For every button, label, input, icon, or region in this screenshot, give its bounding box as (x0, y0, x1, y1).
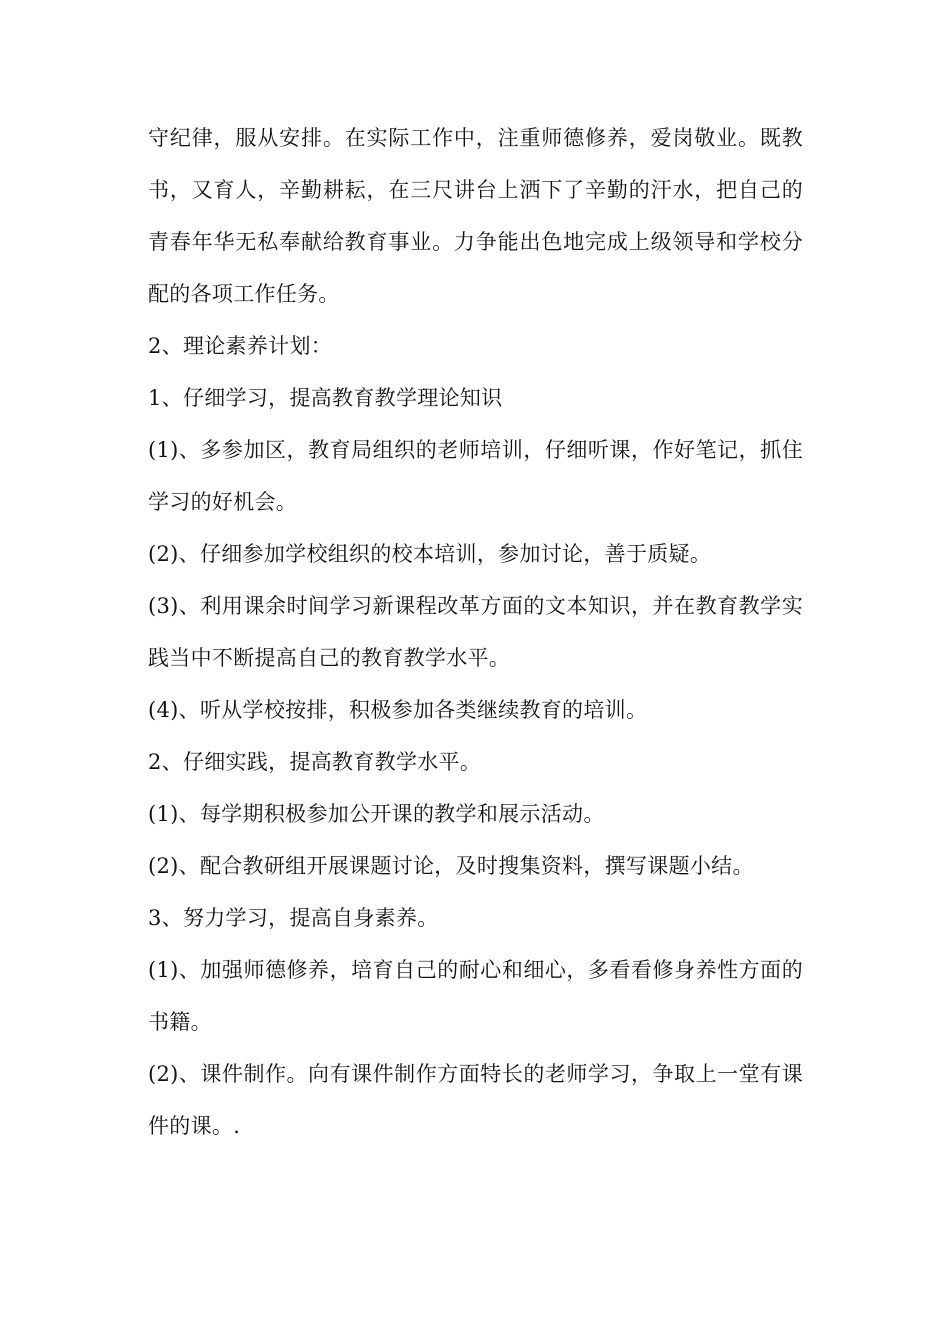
paragraph-intro: 守纪律，服从安排。在实际工作中，注重师德修养，爱岗敬业。既教书，又育人，辛勤耕耘，在三尺讲台上洒下了辛勤的汗水，把自己的青春年华无私奉献给教育事业。力争能出色地完成上级领导和学校分配的各项工作任务。 (148, 126, 803, 306)
list-item: (1)、多参加区，教育局组织的老师培训，仔细听课，作好笔记，抓住学习的好机会。 (148, 438, 803, 514)
item-heading-practice: 2、仔细实践，提高教育教学水平。 (148, 750, 482, 774)
item-heading-study: 1、仔细学习，提高教育教学理论知识 (148, 386, 503, 410)
list-item: (4)、听从学校按排，积极参加各类继续教育的培训。 (148, 698, 648, 722)
document-body (148, 112, 803, 1152)
list-item: (2)、课件制作。向有课件制作方面特长的老师学习，争取上一堂有课件的课。. (148, 1062, 803, 1138)
list-item: (1)、加强师德修养，培育自己的耐心和细心，多看看修身养性方面的书籍。 (148, 958, 803, 1034)
list-item: (3)、利用课余时间学习新课程改革方面的文本知识，并在教育教学实践当中不断提高自己的教育教学水平。 (148, 594, 803, 670)
item-heading-self-improvement: 3、努力学习，提高自身素养。 (148, 906, 439, 930)
list-item: (1)、每学期积极参加公开课的教学和展示活动。 (148, 802, 605, 826)
list-item: (2)、配合教研组开展课题讨论，及时搜集资料，撰写课题小结。 (148, 854, 754, 878)
list-item: (2)、仔细参加学校组织的校本培训，参加讨论，善于质疑。 (148, 542, 712, 566)
section-heading-theory: 2、理论素养计划： (148, 334, 333, 358)
